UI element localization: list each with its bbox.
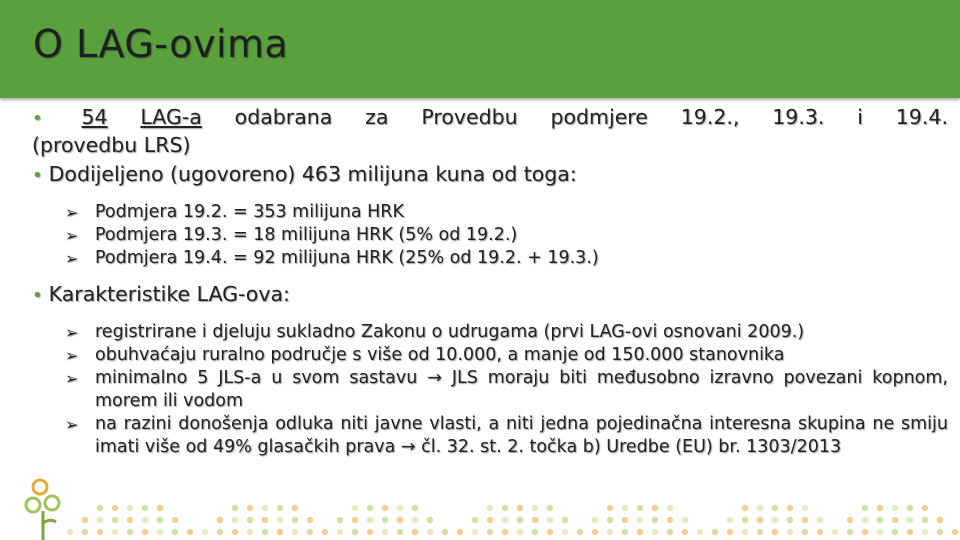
decor-dot (127, 529, 133, 535)
bullet1-line2: (provedbu LRS) (32, 133, 191, 157)
decor-dot (307, 517, 313, 523)
decor-dot (757, 505, 763, 511)
decor-dot (817, 517, 823, 523)
decor-dot (517, 517, 523, 523)
list-item: ➢ minimalno 5 JLS-a u svom sastavu → JLS moraju biti međusobno izravno povezani kopnom, morem ili vodom (65, 368, 948, 411)
decor-dot (937, 517, 943, 523)
decor-dot (622, 517, 628, 523)
decor-dot (772, 505, 778, 511)
bullet2-text: Dodijeljeno (ugovoreno) 463 milijuna kuna od toga: (48, 162, 577, 186)
bullet-dot-icon: • (32, 285, 43, 306)
list-item: ➢ Podmjera 19.3. = 18 milijuna HRK (5% od 19.2.) (65, 225, 518, 245)
decor-dot (667, 529, 673, 535)
funds-sublist (65, 201, 948, 270)
arrowhead-icon: ➢ (65, 203, 79, 222)
decor-dot (622, 505, 628, 511)
decor-dot (277, 529, 283, 535)
decor-dot (562, 529, 568, 535)
bullet1-rest: odabrana za Provedbu podmjere 19.2., 19.3. i 19.4. (234, 105, 948, 129)
decor-dot (532, 517, 538, 523)
bullet-funds (32, 161, 948, 189)
decor-dot (472, 529, 478, 535)
decor-dot (397, 505, 403, 511)
decor-dot (802, 517, 808, 523)
decor-dot (502, 505, 508, 511)
decor-dot (877, 529, 883, 535)
decor-dot (952, 529, 958, 535)
decor-dot (922, 529, 928, 535)
decor-dot (667, 505, 673, 511)
decor-dot (547, 529, 553, 535)
decor-dot (367, 517, 373, 523)
decor-dot (397, 529, 403, 535)
decor-dot (382, 529, 388, 535)
decor-dot (157, 529, 163, 535)
decor-dot (727, 517, 733, 523)
decor-dot (802, 529, 808, 535)
decor-dot (802, 505, 808, 511)
decor-dot (352, 529, 358, 535)
decorative-dots (0, 476, 960, 540)
decor-dot (742, 517, 748, 523)
decor-dot (112, 505, 118, 511)
decor-dot (337, 517, 343, 523)
decor-dot (667, 517, 673, 523)
decor-dot (97, 505, 103, 511)
decor-dot (352, 505, 358, 511)
decor-dot (907, 517, 913, 523)
decor-dot (652, 517, 658, 523)
decor-dot (592, 517, 598, 523)
decor-dot (487, 517, 493, 523)
decor-dot (532, 529, 538, 535)
decor-dot (112, 517, 118, 523)
decor-dot (472, 517, 478, 523)
decor-dot (412, 505, 418, 511)
decor-dot (772, 529, 778, 535)
decor-dot (487, 505, 493, 511)
decor-dot (127, 505, 133, 511)
decor-dot (172, 529, 178, 535)
decor-dot (907, 505, 913, 511)
decor-dot (412, 529, 418, 535)
decor-dot (172, 517, 178, 523)
decor-dot (247, 529, 253, 535)
decor-dot (757, 517, 763, 523)
decor-dot (637, 505, 643, 511)
title-bar (0, 0, 960, 98)
decor-dot (862, 529, 868, 535)
decor-dot (202, 529, 208, 535)
decor-dot (652, 505, 658, 511)
arrowhead-icon: ➢ (65, 226, 79, 245)
decor-dot (517, 529, 523, 535)
decor-dot (127, 517, 133, 523)
decor-dot (532, 505, 538, 511)
decor-dot (862, 517, 868, 523)
list-item: ➢ obuhvaćaju ruralno područje s više od 10.000, a manje od 150.000 stanovnika (65, 345, 785, 365)
decor-dot (697, 529, 703, 535)
decor-dot (562, 517, 568, 523)
decor-dot (787, 529, 793, 535)
decor-dot (82, 517, 88, 523)
decor-dot (622, 529, 628, 535)
decor-dot (847, 517, 853, 523)
decor-dot (547, 505, 553, 511)
characteristics-sublist (65, 321, 948, 459)
decor-dot (682, 529, 688, 535)
decor-dot (487, 529, 493, 535)
list-item: ➢ na razini donošenja odluka niti javne vlasti, a niti jedna pojedinačna interesna skupina ne smiju imati više od 49% glasačkih prava → čl. 32. st. 2. točka b) Uredbe (EU) br. 1303/2013 (65, 414, 948, 457)
decor-dot (652, 529, 658, 535)
bullet-dot-icon: • (32, 108, 43, 129)
decor-dot (397, 517, 403, 523)
decor-dot (457, 529, 463, 535)
decor-dot (442, 529, 448, 535)
arrowhead-icon: ➢ (65, 346, 79, 365)
decor-dot (877, 517, 883, 523)
decor-dot (97, 517, 103, 523)
decor-dot (787, 505, 793, 511)
decor-dot (742, 505, 748, 511)
page-title: O LAG-ovima (33, 22, 289, 66)
decor-dot (232, 505, 238, 511)
decor-dot (157, 517, 163, 523)
decor-dot (382, 517, 388, 523)
decor-dot (832, 529, 838, 535)
decor-dot (607, 517, 613, 523)
decor-dot (292, 505, 298, 511)
decor-dot (142, 505, 148, 511)
decor-dot (112, 529, 118, 535)
decor-dot (367, 529, 373, 535)
decor-dot (187, 529, 193, 535)
decor-dot (682, 517, 688, 523)
decor-dot (892, 505, 898, 511)
list-item: ➢ Podmjera 19.4. = 92 milijuna HRK (25% od 19.2. + 19.3.) (65, 248, 599, 268)
decor-dot (637, 529, 643, 535)
decor-dot (82, 529, 88, 535)
decor-dot (247, 517, 253, 523)
decor-dot (577, 529, 583, 535)
bullet-dot-icon: • (32, 165, 43, 186)
underlined-lag: LAG-a (140, 105, 202, 129)
decor-dot (277, 517, 283, 523)
decor-dot (517, 505, 523, 511)
decor-dot (262, 517, 268, 523)
decor-dot (277, 505, 283, 511)
decor-dot (97, 529, 103, 535)
decor-dot (787, 517, 793, 523)
decor-dot (727, 529, 733, 535)
arrowhead-icon: ➢ (65, 415, 79, 434)
arrowhead-icon: ➢ (65, 323, 79, 342)
decor-dot (637, 517, 643, 523)
decor-dot (292, 517, 298, 523)
decor-dot (427, 529, 433, 535)
decor-dot (382, 505, 388, 511)
bullet-lag-selected (32, 104, 948, 158)
decor-dot (922, 517, 928, 523)
bullet3-text: Karakteristike LAG-ova: (48, 282, 290, 306)
arrowhead-icon: ➢ (65, 369, 79, 388)
arrowhead-icon: ➢ (65, 249, 79, 268)
decor-dot (907, 529, 913, 535)
decor-dot (502, 529, 508, 535)
decor-dot (742, 529, 748, 535)
bullet-characteristics (32, 281, 948, 309)
decor-dot (262, 505, 268, 511)
decor-dot (922, 505, 928, 511)
decor-dot (427, 517, 433, 523)
list-item: ➢ Podmjera 19.2. = 353 milijuna HRK (65, 202, 404, 222)
decor-dot (217, 529, 223, 535)
underlined-number: 54 (81, 105, 108, 129)
decor-dot (892, 529, 898, 535)
decor-dot (772, 517, 778, 523)
decor-dot (547, 517, 553, 523)
decor-dot (502, 517, 508, 523)
decor-dot (142, 517, 148, 523)
decor-dot (592, 529, 598, 535)
decor-dot (262, 529, 268, 535)
decor-dot (712, 529, 718, 535)
decor-dot (307, 529, 313, 535)
decor-dot (412, 517, 418, 523)
decor-dot (232, 517, 238, 523)
decor-dot (862, 505, 868, 511)
decor-dot (607, 505, 613, 511)
decor-dot (232, 529, 238, 535)
slide-content (32, 100, 948, 459)
decor-dot (892, 517, 898, 523)
decor-dot (337, 529, 343, 535)
decor-dot (607, 529, 613, 535)
decor-dot (757, 529, 763, 535)
decor-dot (142, 529, 148, 535)
list-item: ➢ registrirane i djeluju sukladno Zakonu o udrugama (prvi LAG-ovi osnovani 2009.) (65, 322, 805, 342)
decor-dot (247, 505, 253, 511)
decor-dot (217, 517, 223, 523)
decor-dot (292, 529, 298, 535)
decor-dot (937, 529, 943, 535)
decor-dot (817, 529, 823, 535)
decor-dot (157, 505, 163, 511)
decor-dot (322, 529, 328, 535)
decor-dot (367, 505, 373, 511)
decor-dot (847, 529, 853, 535)
lag-logo-icon (24, 478, 68, 540)
decor-dot (877, 505, 883, 511)
decor-dot (352, 517, 358, 523)
